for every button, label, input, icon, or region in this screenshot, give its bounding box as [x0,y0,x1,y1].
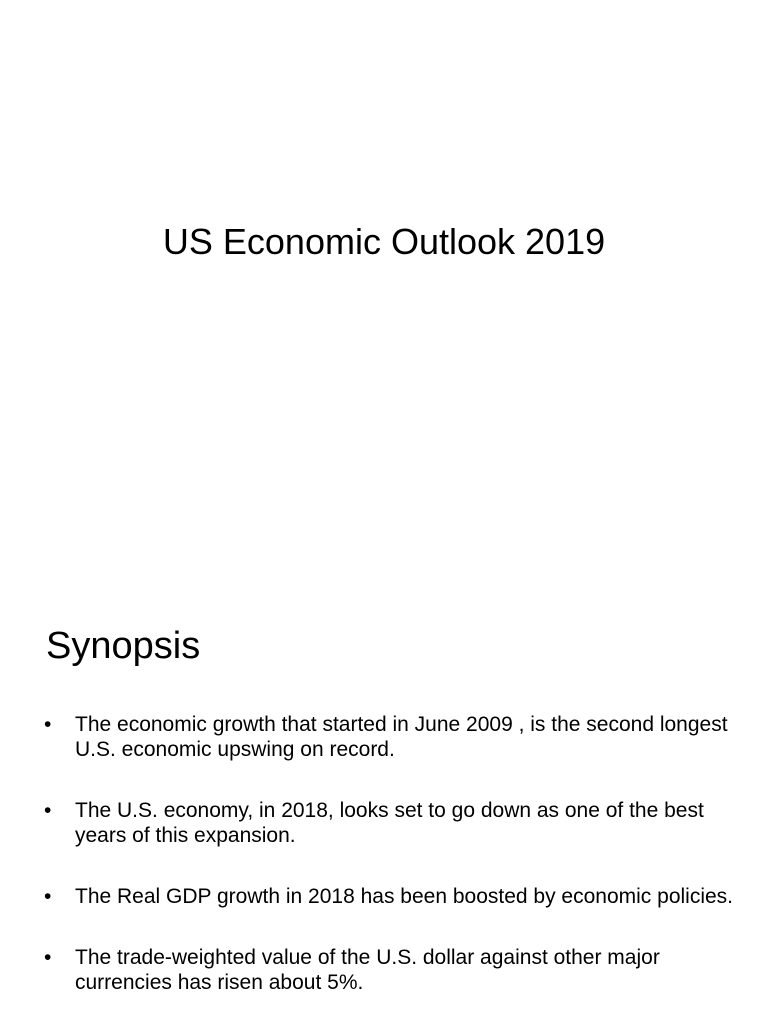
synopsis-slide [0,576,768,1024]
list-item [44,798,744,848]
section-heading: Synopsis [46,625,201,667]
bullet-icon: • [44,713,52,736]
list-item [44,712,744,762]
bullet-text: The economic growth that started in June 2009 , is the second longest U.S. economic upswing on record. [75,713,728,761]
bullet-text: The trade-weighted value of the U.S. dollar against other major currencies has risen about 5%. [75,946,660,994]
list-item [44,945,744,995]
page-title: US Economic Outlook 2019 [162,221,606,262]
bullet-icon: • [44,885,52,908]
bullet-icon: • [44,799,52,822]
bullet-icon: • [44,946,52,969]
list-item [44,884,744,909]
bullet-text: The U.S. economy, in 2018, looks set to go down as one of the best years of this expansion. [75,799,704,847]
bullet-list [44,712,744,1024]
bullet-text: The Real GDP growth in 2018 has been boosted by economic policies. [75,885,734,908]
